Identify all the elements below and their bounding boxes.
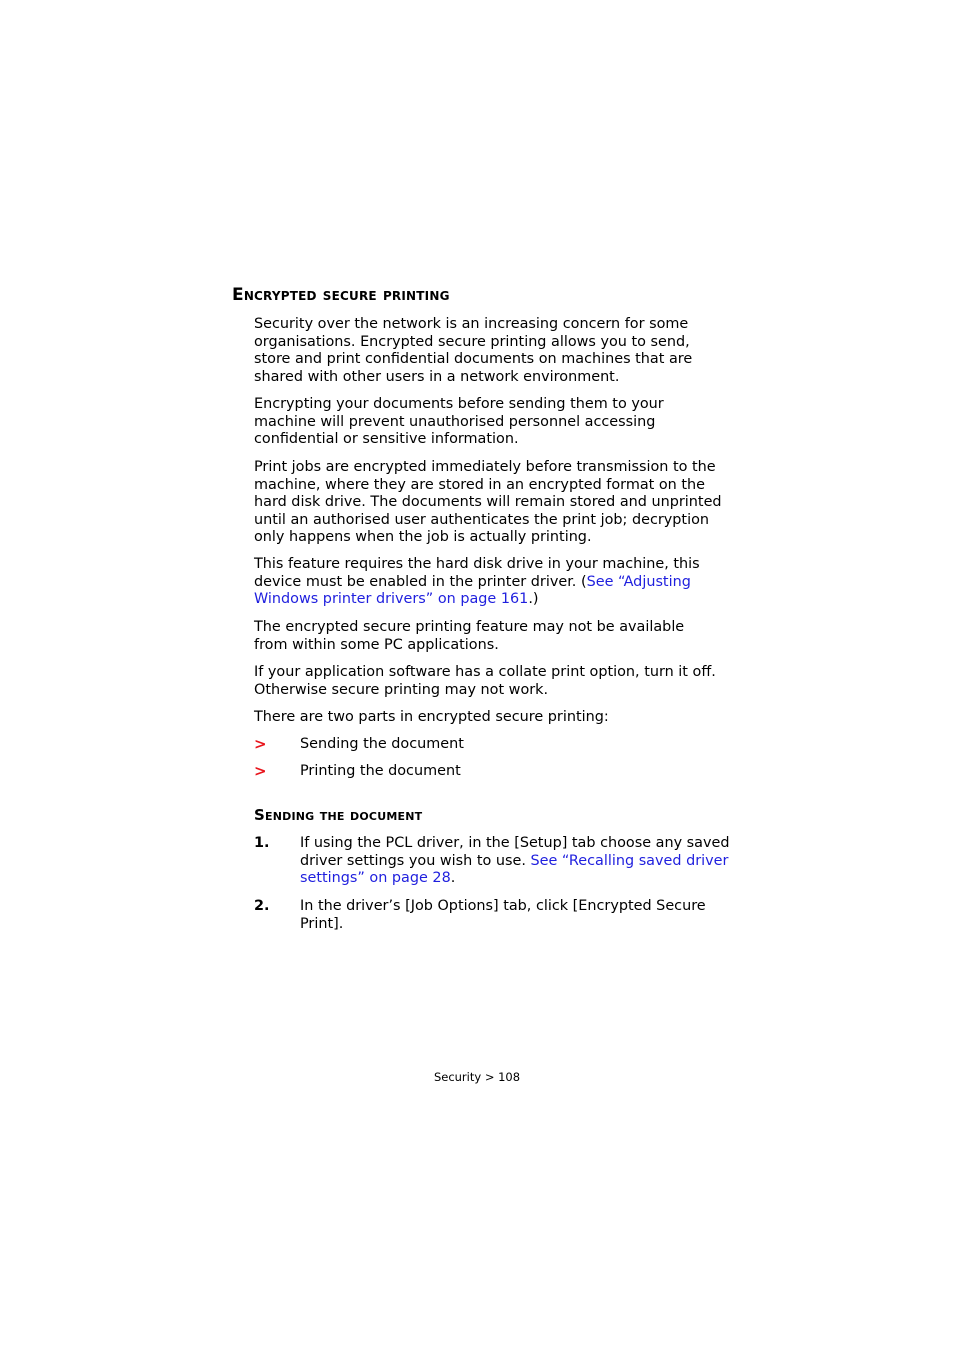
step-number: 2. <box>254 898 270 914</box>
paragraph-intro: Security over the network is an increasing concern for some organisations. Encrypted secure printing allows you to send, store and print confidential documents on machines that are shared with other users in a network environment. <box>254 316 693 385</box>
section-heading: Encrypted secure printing <box>232 285 450 305</box>
feature-text-after: .) <box>528 591 539 608</box>
step-1-text-before: If using the PCL driver, in the [Setup] tab choose any saved driver settings you wish to use. <box>300 835 730 869</box>
link-recalling-settings[interactable]: See “Recalling saved driver settings” on page 28 <box>300 852 729 887</box>
paragraph-two-parts: There are two parts in encrypted secure printing: <box>254 709 609 725</box>
step-1-text <box>300 835 730 888</box>
paragraph-feature <box>254 556 722 609</box>
paragraph-print-jobs: Print jobs are encrypted immediately before transmission to the machine, where they are stored in an encrypted format on the hard disk drive. The documents will remain stored and unprinted until an authorised user authenticates the print job; decryption only happens when the job is actually printing. <box>254 459 722 546</box>
subsection-heading: Sending the document <box>254 806 423 824</box>
bullet-marker: > <box>254 762 267 780</box>
bullet-item-printing: Printing the document <box>300 763 461 779</box>
bullet-item-sending: Sending the document <box>300 736 464 752</box>
paragraph-encrypting: Encrypting your documents before sending them to your machine will prevent unauthorised personnel accessing confidential or sensitive information. <box>254 396 664 448</box>
link-adjusting-drivers[interactable]: See “Adjusting Windows printer drivers” on page 161 <box>254 573 691 608</box>
step-1-text-after: . <box>450 870 456 887</box>
step-number: 1. <box>254 835 270 851</box>
feature-text-before: This feature requires the hard disk drive in your machine, this device must be enabled in the printer driver. ( <box>254 556 700 590</box>
step-2-text: In the driver’s [Job Options] tab, click [Encrypted Secure Print]. <box>300 898 706 932</box>
page-footer: Security > 108 <box>433 1070 521 1084</box>
paragraph-collate: If your application software has a collate print option, turn it off. Otherwise secure printing may not work. <box>254 664 716 698</box>
paragraph-availability: The encrypted secure printing feature may not be available from within some PC applications. <box>254 619 685 653</box>
bullet-marker: > <box>254 735 267 753</box>
